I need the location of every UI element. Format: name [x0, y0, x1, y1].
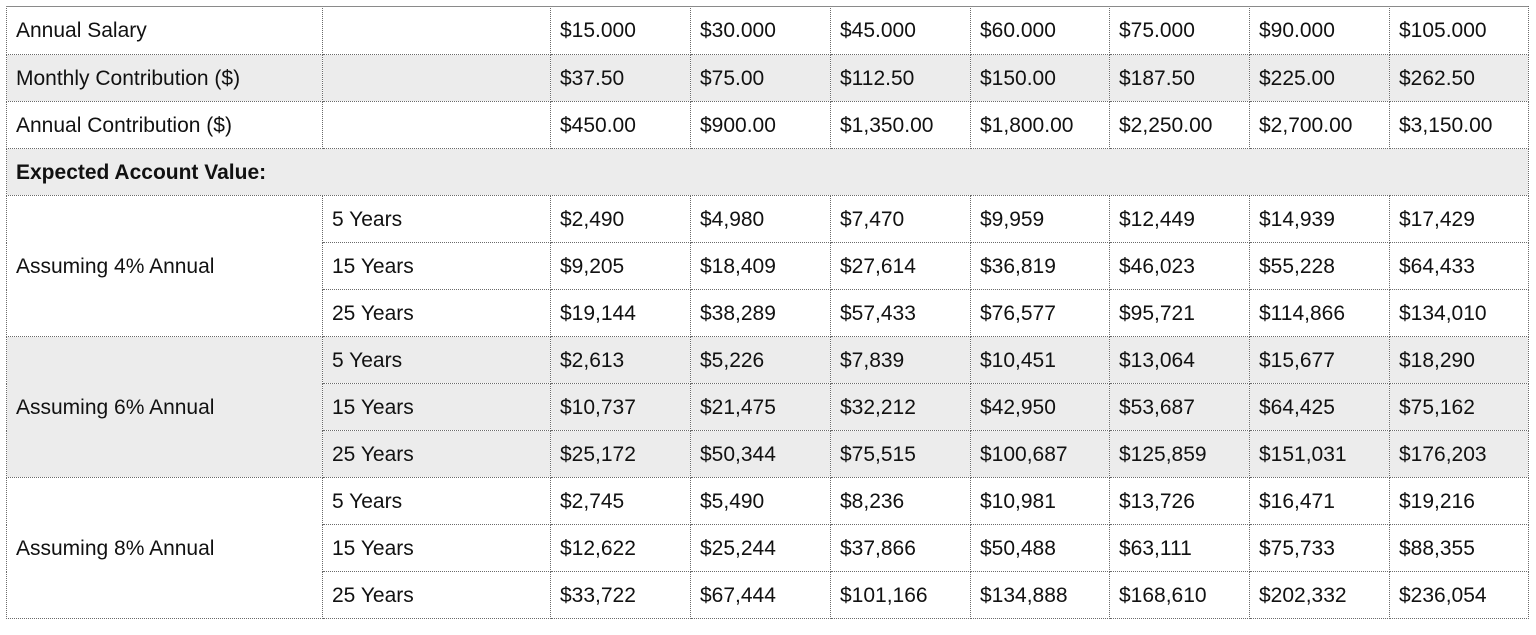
projection-row	[7, 478, 1529, 525]
expected-value-cell: $12,622	[551, 525, 691, 572]
monthly-contribution-blank-cell	[323, 55, 551, 102]
expected-value-cell: $10,451	[971, 337, 1110, 384]
expected-value-cell: $134,010	[1390, 290, 1529, 337]
annual-contribution-value: $450.00	[551, 102, 691, 149]
contribution-table-container	[6, 6, 1528, 619]
expected-account-value-heading: Expected Account Value:	[7, 149, 1529, 196]
annual-contribution-value: $1,800.00	[971, 102, 1110, 149]
expected-value-cell: $17,429	[1390, 196, 1529, 243]
expected-value-cell: $101,166	[831, 572, 971, 619]
annual-salary-label: Annual Salary	[7, 7, 323, 55]
projection-row	[7, 196, 1529, 243]
rate-assumption-label: Assuming 6% Annual	[7, 337, 323, 478]
expected-value-cell: $50,488	[971, 525, 1110, 572]
annual-salary-value: $75.000	[1110, 7, 1250, 55]
monthly-contribution-label: Monthly Contribution ($)	[7, 55, 323, 102]
expected-value-cell: $12,449	[1110, 196, 1250, 243]
period-label: 15 Years	[323, 525, 551, 572]
period-label: 5 Years	[323, 337, 551, 384]
expected-value-cell: $2,490	[551, 196, 691, 243]
monthly-contribution-value: $75.00	[691, 55, 831, 102]
period-label: 25 Years	[323, 290, 551, 337]
expected-value-cell: $95,721	[1110, 290, 1250, 337]
expected-value-cell: $202,332	[1250, 572, 1390, 619]
expected-value-cell: $8,236	[831, 478, 971, 525]
expected-value-cell: $67,444	[691, 572, 831, 619]
expected-value-cell: $46,023	[1110, 243, 1250, 290]
expected-value-cell: $42,950	[971, 384, 1110, 431]
annual-salary-value: $60.000	[971, 7, 1110, 55]
expected-value-cell: $114,866	[1250, 290, 1390, 337]
expected-value-cell: $13,064	[1110, 337, 1250, 384]
annual-contribution-value: $2,700.00	[1250, 102, 1390, 149]
expected-value-cell: $33,722	[551, 572, 691, 619]
section-heading-row	[7, 149, 1529, 196]
expected-value-cell: $18,290	[1390, 337, 1529, 384]
expected-value-cell: $19,144	[551, 290, 691, 337]
expected-value-cell: $63,111	[1110, 525, 1250, 572]
annual-salary-value: $45.000	[831, 7, 971, 55]
annual-contribution-value: $2,250.00	[1110, 102, 1250, 149]
period-label: 25 Years	[323, 431, 551, 478]
expected-value-cell: $10,737	[551, 384, 691, 431]
expected-value-cell: $38,289	[691, 290, 831, 337]
expected-value-cell: $2,745	[551, 478, 691, 525]
annual-salary-row	[7, 7, 1529, 55]
expected-value-cell: $64,425	[1250, 384, 1390, 431]
expected-value-cell: $36,819	[971, 243, 1110, 290]
period-label: 15 Years	[323, 384, 551, 431]
expected-value-cell: $151,031	[1250, 431, 1390, 478]
annual-salary-value: $30.000	[691, 7, 831, 55]
expected-value-cell: $236,054	[1390, 572, 1529, 619]
monthly-contribution-value: $150.00	[971, 55, 1110, 102]
annual-contribution-value: $3,150.00	[1390, 102, 1529, 149]
annual-contribution-value: $1,350.00	[831, 102, 971, 149]
expected-value-cell: $13,726	[1110, 478, 1250, 525]
expected-value-cell: $25,172	[551, 431, 691, 478]
expected-value-cell: $176,203	[1390, 431, 1529, 478]
expected-value-cell: $14,939	[1250, 196, 1390, 243]
monthly-contribution-value: $37.50	[551, 55, 691, 102]
expected-value-cell: $15,677	[1250, 337, 1390, 384]
expected-value-cell: $75,733	[1250, 525, 1390, 572]
period-label: 5 Years	[323, 196, 551, 243]
rate-assumption-label: Assuming 4% Annual	[7, 196, 323, 337]
annual-salary-value: $105.000	[1390, 7, 1529, 55]
period-label: 25 Years	[323, 572, 551, 619]
expected-value-cell: $10,981	[971, 478, 1110, 525]
table-body	[7, 7, 1529, 619]
monthly-contribution-value: $187.50	[1110, 55, 1250, 102]
expected-value-cell: $7,839	[831, 337, 971, 384]
expected-value-cell: $16,471	[1250, 478, 1390, 525]
expected-value-cell: $57,433	[831, 290, 971, 337]
expected-value-cell: $27,614	[831, 243, 971, 290]
annual-contribution-blank-cell	[323, 102, 551, 149]
annual-salary-value: $15.000	[551, 7, 691, 55]
expected-value-cell: $9,959	[971, 196, 1110, 243]
expected-value-cell: $75,515	[831, 431, 971, 478]
expected-value-cell: $50,344	[691, 431, 831, 478]
expected-value-cell: $75,162	[1390, 384, 1529, 431]
rate-assumption-label: Assuming 8% Annual	[7, 478, 323, 619]
expected-value-cell: $7,470	[831, 196, 971, 243]
expected-value-cell: $18,409	[691, 243, 831, 290]
projection-row	[7, 337, 1529, 384]
expected-value-cell: $21,475	[691, 384, 831, 431]
expected-value-cell: $55,228	[1250, 243, 1390, 290]
expected-value-cell: $100,687	[971, 431, 1110, 478]
expected-value-cell: $76,577	[971, 290, 1110, 337]
expected-value-cell: $25,244	[691, 525, 831, 572]
expected-value-cell: $9,205	[551, 243, 691, 290]
monthly-contribution-value: $225.00	[1250, 55, 1390, 102]
annual-contribution-value: $900.00	[691, 102, 831, 149]
expected-value-cell: $64,433	[1390, 243, 1529, 290]
annual-salary-value: $90.000	[1250, 7, 1390, 55]
annual-contribution-row	[7, 102, 1529, 149]
expected-value-cell: $2,613	[551, 337, 691, 384]
contribution-projection-table	[6, 6, 1529, 619]
expected-value-cell: $4,980	[691, 196, 831, 243]
table-top-edge	[6, 6, 1528, 7]
expected-value-cell: $53,687	[1110, 384, 1250, 431]
expected-value-cell: $168,610	[1110, 572, 1250, 619]
expected-value-cell: $32,212	[831, 384, 971, 431]
monthly-contribution-value: $262.50	[1390, 55, 1529, 102]
monthly-contribution-value: $112.50	[831, 55, 971, 102]
annual-contribution-label: Annual Contribution ($)	[7, 102, 323, 149]
expected-value-cell: $19,216	[1390, 478, 1529, 525]
expected-value-cell: $37,866	[831, 525, 971, 572]
expected-value-cell: $125,859	[1110, 431, 1250, 478]
expected-value-cell: $5,490	[691, 478, 831, 525]
annual-salary-blank-cell	[323, 7, 551, 55]
period-label: 5 Years	[323, 478, 551, 525]
expected-value-cell: $134,888	[971, 572, 1110, 619]
expected-value-cell: $5,226	[691, 337, 831, 384]
expected-value-cell: $88,355	[1390, 525, 1529, 572]
monthly-contribution-row	[7, 55, 1529, 102]
period-label: 15 Years	[323, 243, 551, 290]
